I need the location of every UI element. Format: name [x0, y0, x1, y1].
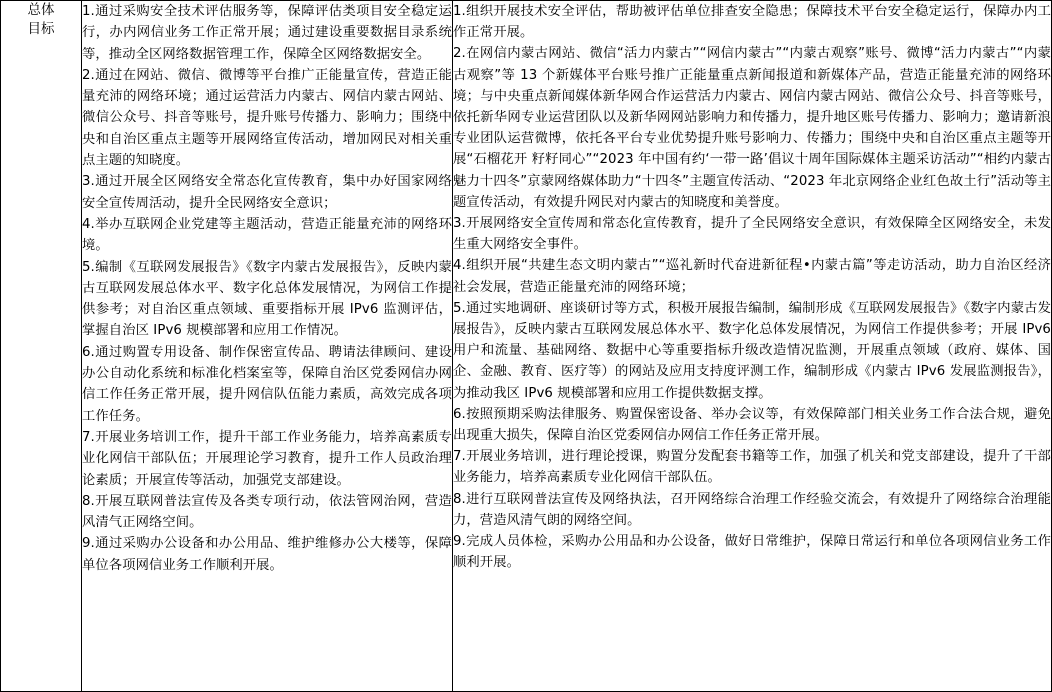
goals-row — [1, 1, 1052, 692]
planned-goal-item: 9.通过采购办公设备和办公用品、维护维修办公大楼等，保障单位各项网信业务工作顺利开展。 — [82, 536, 452, 573]
planned-goals-cell — [82, 1, 453, 692]
planned-goal-item: 3.通过开展全区网络安全常态化宣传教育，集中办好国家网络安全宣传周活动，提升全民网络安全意识； — [82, 174, 452, 211]
planned-goal-item: 4.举办互联网企业党建等主题活动，营造正能量充沛的网络环境。 — [82, 216, 452, 254]
row-label-cell — [1, 1, 82, 692]
completed-goal-item: 6.按照预期采购法律服务、购置保密设备、举办会议等，有效保障部门相关业务工作合法合规，避免出现重大损失，保障自治区党委网信办网信工作任务正常开展。 — [453, 406, 1051, 444]
completed-goal-item: 3.开展网络安全宣传周和常态化宣传教育，提升了全民网络安全意识，有效保障全区网络安全，未发生重大网络安全事件。 — [453, 216, 1051, 253]
completed-goal-item: 1.组织开展技术安全评估，帮助被评估单位排查安全隐患；保障技术平台安全稳定运行，保障办内工作正常开展。 — [453, 4, 1051, 41]
planned-goal-item: 8.开展互联网普法宣传及各类专项行动，依法管网治网，营造风清气正网络空间。 — [82, 493, 452, 531]
planned-goal-item: 1.通过采购安全技术评估服务等，保障评估类项目安全稳定运行，办内网信业务工作正常开展；通过建设重要数据目录系统等，推动全区网络数据管理工作，保障全区网络数据安全。 — [82, 4, 452, 62]
row-label-line2: 目标 — [27, 21, 55, 37]
planned-goal-item: 5.编制《互联网发展报告》《数字内蒙古发展报告》，反映内蒙古互联网发展总体水平、数字化总体发展情况，为网信工作提供参考；对自治区重点领域、重要指标开展 IPv6 监测评估，掌握自治区 IPv6 规模部署和应用工作情况。 — [82, 259, 452, 339]
completed-goal-item: 7.开展业务培训，进行理论授课，购置分发配套书籍等工作，加强了机关和党支部建设，提升了干部业务能力，培养高素质专业化网信干部队伍。 — [453, 449, 1051, 486]
completed-goal-item: 2.在网信内蒙古网站、微信“活力内蒙古”“网信内蒙古”“内蒙古观察”账号、微博“活力内蒙古”“内蒙古观察”等 13 个新媒体平台账号推广正能量重点新闻报道和新媒体产品，营造正能量充沛的网络环境；与中央重点新闻媒体新华网合作运营活力内蒙古、网信内蒙古网站、微信公众号、抖音等账号，依托新华网专业运营团队以及新华网网站影响力和传播力，提升地区账号传播力、影响力；邀请新浪专业团队运营微博，依托各平台专业优势提升账号影响力、传播力；围绕中央和自治区重点主题等开展“石榴花开 籽籽同心”“2023 年中国有约‘一带一路’倡议十周年国际媒体主题采访活动”“相约内蒙古 魅力十四冬”京蒙网络媒体助力“十四冬”主题宣传活动、“2023 年北京网络企业红色故土行”活动等主题宣传活动，有效提升网民对内蒙古的知晓度和美誉度。 — [453, 46, 1051, 210]
row-label-line1: 总体 — [27, 2, 55, 18]
planned-goal-item: 2.通过在网站、微信、微博等平台推广正能量宣传，营造正能量充沛的网络环境；通过运营活力内蒙古、网信内蒙古网站、微信公众号、抖音等账号，提升账号传播力、影响力；围绕中央和自治区重点主题等开展网络宣传活动，增加网民对相关重点主题的知晓度。 — [82, 67, 452, 169]
completed-goal-item: 4.组织开展“共建生态文明内蒙古”“巡礼新时代奋进新征程•内蒙古篇”等走访活动，助力自治区经济社会发展，营造正能量充沛的网络环境； — [453, 258, 1051, 295]
planned-goal-item: 6.通过购置专用设备、制作保密宣传品、聘请法律顾问、建设办公自动化系统和标准化档案室等，保障自治区党委网信办网信工作任务正常开展，提升网信队伍能力素质，高效完成各项工作任务。 — [82, 344, 452, 424]
completed-goal-item: 9.完成人员体检，采购办公用品和办公设备，做好日常维护，保障日常运行和单位各项网信业务工作顺利开展。 — [453, 534, 1051, 571]
completed-goal-item: 8.进行互联网普法宣传及网络执法，召开网络综合治理工作经验交流会，有效提升了网络综合治理能力，营造风清气朗的网络空间。 — [453, 491, 1051, 528]
completed-goals-cell — [453, 1, 1052, 692]
completed-goal-item: 5.通过实地调研、座谈研讨等方式，积极开展报告编制，编制形成《互联网发展报告》《数字内蒙古发展报告》，反映内蒙古互联网发展总体水平、数字化总体发展情况，为网信工作提供参考；开展 IPv6 用户和流量、基础网络、数据中心等重要指标升级改造情况监测，开展重点领域（政府、媒体、国企、金融、教育、医疗等）的网站及应用支持度评测工作，编制形成《内蒙古 IPv6 发展监测报告》，为推动我区 IPv6 规模部署和应用工作提供数据支撑。 — [453, 300, 1051, 401]
planned-goal-item: 7.开展业务培训工作，提升干部工作业务能力，培养高素质专业化网信干部队伍；开展理论学习教育，提升工作人员政治理论素质；开展宣传等活动，加强党支部建设。 — [82, 429, 452, 488]
